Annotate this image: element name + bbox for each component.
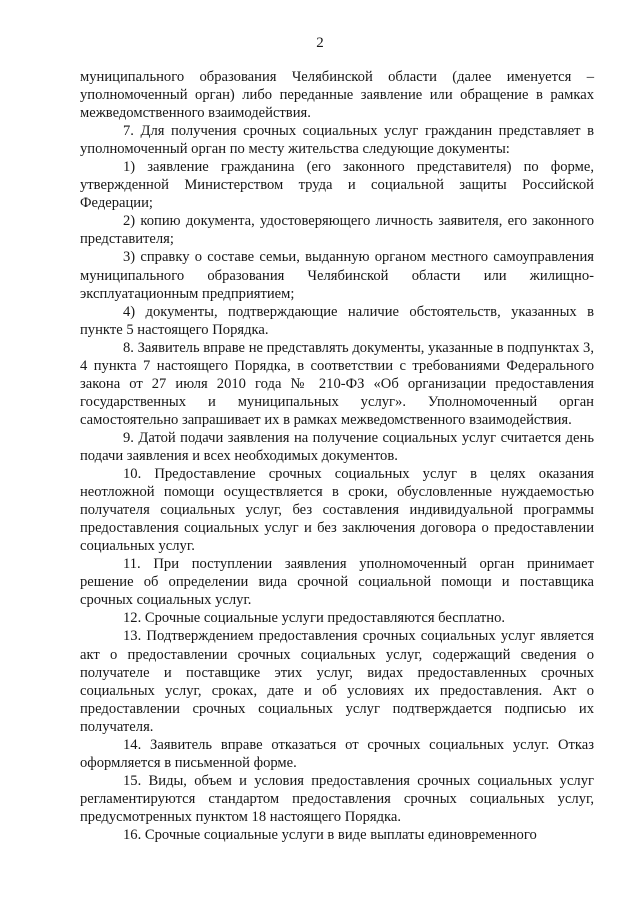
paragraph-subitem-1: 1) заявление гражданина (его законного представителя) по форме, утвержденной Министерством труда и социальной защиты Российской Федерации; bbox=[80, 159, 594, 212]
paragraph-subitem-3: 3) справку о составе семьи, выданную органом местного самоуправления муниципального образования Челябинской области или жилищно-эксплуатационным предприятием; bbox=[80, 249, 594, 302]
paragraph-item-7: 7. Для получения срочных социальных услуг гражданин представляет в уполномоченный орган по месту жительства следующие документы: bbox=[80, 123, 594, 158]
paragraph-item-9: 9. Датой подачи заявления на получение социальных услуг считается день подачи заявления и всех необходимых документов. bbox=[80, 429, 594, 464]
page-number: 2 bbox=[316, 35, 324, 51]
paragraph-item-15: 15. Виды, объем и условия предоставления срочных социальных услуг регламентируются стандартом предоставления срочных социальных услуг, предусмотренных пунктом 18 настоящего Порядка. bbox=[80, 772, 594, 825]
paragraph-item-11: 11. При поступлении заявления уполномоченный орган принимает решение об определении вида срочной социальной помощи и поставщика срочных социальных услуг. bbox=[80, 556, 594, 609]
paragraph-continuation: муниципального образования Челябинской области (далее именуется – уполномоченный орган) либо переданные заявление или обращение в рамках межведомственного взаимодействия. bbox=[80, 69, 594, 122]
paragraph-item-12: 12. Срочные социальные услуги предоставляются бесплатно. bbox=[123, 610, 506, 627]
paragraph-item-8: 8. Заявитель вправе не представлять документы, указанные в подпунктах 3, 4 пункта 7 настоящего Порядка, в соответствии с требованиями Федерального закона от 27 июля 2010 года № 210-ФЗ «Об организации предоставления государственных и муниципальных услуг». Уполномоченный орган самостоятельно запрашивает их в рамках межведомственного взаимодействия. bbox=[80, 339, 594, 428]
paragraph-subitem-4: 4) документы, подтверждающие наличие обстоятельств, указанных в пункте 5 настоящего Порядка. bbox=[80, 303, 594, 338]
paragraph-item-16: 16. Срочные социальные услуги в виде выплаты единовременного bbox=[123, 826, 537, 843]
document-body bbox=[80, 68, 594, 844]
paragraph-item-14: 14. Заявитель вправе отказаться от срочных социальных услуг. Отказ оформляется в письменной форме. bbox=[80, 736, 594, 771]
paragraph-item-10: 10. Предоставление срочных социальных услуг в целях оказания неотложной помощи осуществляется в сроки, обусловленные нуждаемостью получателя социальных услуг, без составления индивидуальной программы предоставления социальных услуг и без заключения договора о предоставлении социальных услуг. bbox=[80, 466, 594, 555]
paragraph-subitem-2: 2) копию документа, удостоверяющего личность заявителя, его законного представителя; bbox=[80, 213, 594, 248]
paragraph-item-13: 13. Подтверждением предоставления срочных социальных услуг является акт о предоставлении срочных социальных услуг, содержащий сведения о получателе и поставщике этих услуг, видах предоставленных срочных социальных услуг, сроках, дате и об условиях их предоставления. Акт о предоставлении срочных социальных услуг подтверждается подписью их получателя. bbox=[80, 628, 594, 735]
